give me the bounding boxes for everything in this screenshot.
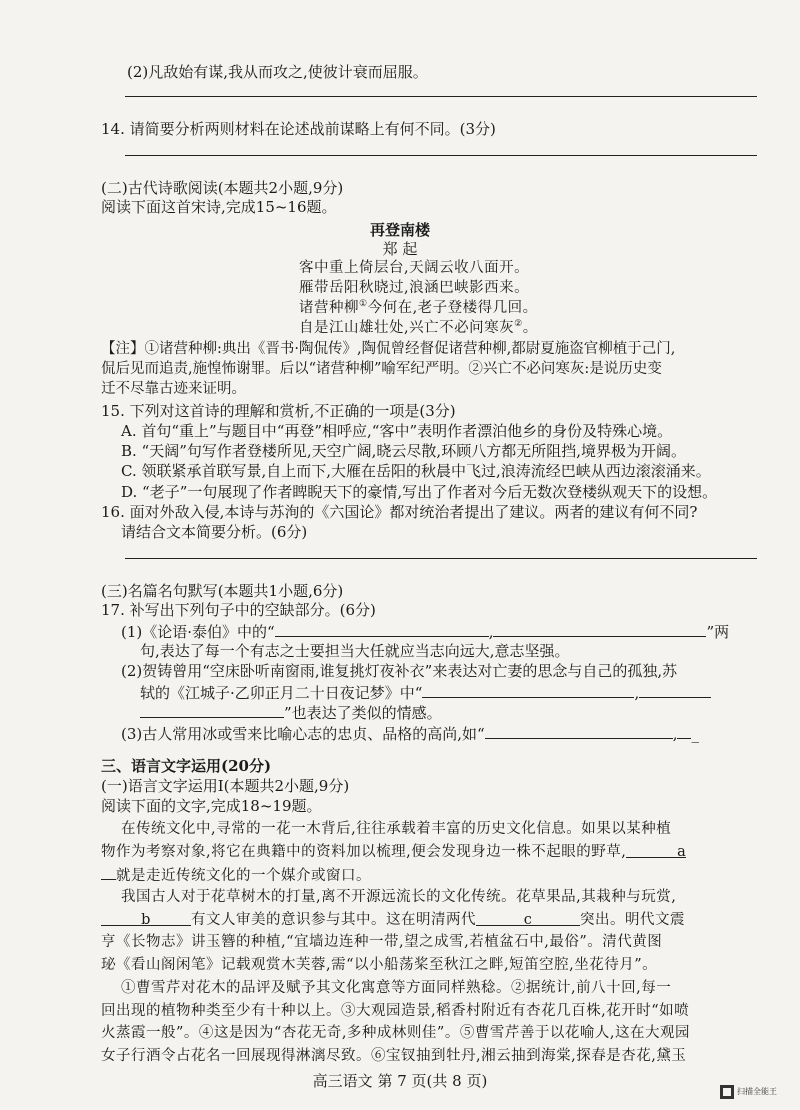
poem-line-4-text-b: 。 (522, 320, 538, 336)
comma: , (672, 725, 678, 743)
answer-line (125, 96, 757, 97)
blank-b-label: b (141, 912, 151, 928)
answer-line (125, 155, 757, 156)
q17-part2-text-b: 轼的《江城子·乙卯正月二十日夜记梦》中“ (140, 684, 423, 702)
q17-part3-text-c: _ (691, 725, 699, 743)
section3-title: (三)名篇名句默写(本题共1小题,6分) (101, 582, 344, 600)
comma: , (488, 623, 494, 641)
note-line-3: 迁不尽靠古迹来证明。 (101, 381, 246, 397)
note-line-1: 【注】①诸营种柳:典出《晋书·陶侃传》,陶侃曾经督促诸营种柳,都尉夏施盗官柳植于己门, (101, 341, 676, 357)
footnote-marker-2: ② (514, 319, 523, 330)
blank-b[interactable] (101, 910, 191, 926)
q17-part2-line-2 (140, 682, 711, 703)
q17-part3-text-a: (3)古人常用冰或雪来比喻心志的忠贞、品格的高尚,如“ (121, 725, 485, 743)
q14-stem: 14. 请简要分析两则材料在论述战前谋略上有何不同。(3分) (101, 120, 496, 138)
q15-option-a: A. 首句“重上”与题目中“再登”相呼应,“客中”表明作者漂泊他乡的身份及特殊心境。 (121, 422, 673, 440)
scanner-watermark (720, 1083, 790, 1101)
q17-part1 (121, 621, 729, 642)
q17-part2-text-d: ”也表达了类似的情感。 (284, 704, 442, 722)
passage-p3-line-1: ①曹雪芹对花木的品评及赋予其文化寓意等方面同样熟稔。②据统计,前八十回,每一 (121, 980, 672, 996)
q17-stem: 17. 补写出下列句子中的空缺部分。(6分) (101, 601, 376, 619)
blank-a-cont (101, 864, 116, 880)
blank-c[interactable] (476, 910, 580, 926)
part3-subtitle: (一)语言文字运用Ⅰ(本题共2小题,9分) (101, 777, 350, 795)
q17-part1-cont: 句,表达了每一个有志之士要担当大任就应当志向远大,意志坚强。 (140, 642, 570, 660)
q17-part3 (121, 723, 699, 744)
q15-stem: 15. 下列对这首诗的理解和赏析,不正确的一项是(3分) (101, 402, 456, 420)
qr-code-icon (720, 1085, 734, 1099)
q16-stem-line-2: 请结合文本简要分析。(6分) (121, 523, 308, 541)
q15-option-c: C. 领联紧承首联写景,自上而下,大雁在岳阳的秋晨中飞过,浪涛流经巴峡从西边滚滚涌来。 (121, 462, 711, 480)
poem-title: 再登南楼 (369, 221, 430, 239)
passage-p2-line-4: 珌《看山阁闲笔》记载观赏木芙蓉,需“以小船荡桨至秋江之畔,短笛空腔,坐花待月”。 (101, 957, 658, 973)
part3-title: 三、语言文字运用(20分) (101, 757, 272, 775)
q15-option-b: B. “天阔”句写作者登楼所见,天空广阔,晓云尽散,环顾八方都无所阻挡,境界极为开阔。 (121, 442, 686, 460)
blank-field[interactable] (493, 621, 706, 637)
poem-line-2: 雁带岳阳秋晓过,浪涵巴峡影西来。 (299, 280, 530, 296)
passage-p1-line-1: 在传统文化中,寻常的一花一木背后,往往承载着丰富的历史文化信息。如果以某种植 (121, 821, 672, 837)
blank-field[interactable] (422, 682, 634, 698)
passage-p1-line-3-text: 就是走近传统文化的一个媒介或窗口。 (116, 868, 371, 884)
passage-p1-line-2 (101, 842, 686, 862)
section2-title: (二)古代诗歌阅读(本题共2小题,9分) (101, 179, 344, 197)
blank-a[interactable] (626, 842, 686, 858)
passage-p3-line-2: 回出现的植物种类至少有十种以上。③大观园造景,稻香村附近有杏花几百株,花开时“如喷 (101, 1003, 690, 1019)
passage-p3-line-4: 女子行酒令占花名一回展现得淋漓尽致。⑥宝钗抽到牡丹,湘云抽到海棠,探春是杏花,黛玉 (101, 1048, 687, 1064)
passage-p2-line-2-text-b: 有文人审美的意识参与其中。这在明清两代 (191, 912, 476, 928)
poem-line-4 (299, 318, 538, 338)
passage-p1-line-2-text: 物作为考察对象,将它在典籍中的资料加以梳理,便会发现身边一株不起眼的野草, (101, 844, 627, 860)
scanner-label: 扫描全能王 (737, 1087, 777, 1096)
passage-p2-line-2-text-d: 突出。明代文震 (580, 912, 685, 928)
q16-stem-line-1: 16. 面对外敌入侵,本诗与苏洵的《六国论》都对统治者提出了建议。两者的建议有何不同? (101, 503, 698, 521)
q13-part2: (2)凡敌始有谋,我从而攻之,使彼计衰而屈服。 (127, 63, 428, 81)
q17-part1-text-a: (1)《论语·泰伯》中的“ (121, 623, 275, 641)
q17-part2-line-1: (2)贺铸曾用“空床卧听南窗雨,谁复挑灯夜补衣”来表达对亡妻的思念与自己的孤独,苏 (121, 662, 678, 680)
blank-a-label: a (677, 844, 687, 860)
passage-p1-line-3 (101, 864, 371, 886)
passage-p3-line-3: 火蒸霞一般”。④这是因为“杏花无奇,多种成林则佳”。⑤曹雪芹善于以花喻人,这在大观园 (101, 1025, 690, 1041)
poem-line-4-text-a: 自是江山雄壮处,兴亡不必问寒灰 (299, 320, 515, 336)
blank-field[interactable] (639, 682, 711, 698)
poem-line-3-text-b: 今何在,老子登楼得几回。 (367, 300, 538, 316)
blank-field[interactable] (485, 723, 673, 739)
poem-author: 郑 起 (382, 240, 418, 258)
q15-option-d: D. “老子”一句展现了作者睥睨天下的豪情,写出了作者对今后无数次登楼纵观天下的设想。 (121, 483, 718, 501)
poem-line-1: 客中重上倚层台,天阔云收八面开。 (299, 260, 530, 276)
comma: , (634, 684, 640, 702)
passage-p2-line-1: 我国古人对于花草树木的打量,离不开源远流长的文化传统。花草果品,其栽种与玩赏, (121, 889, 677, 905)
footnote-marker-1: ① (359, 299, 368, 310)
blank-field[interactable] (275, 621, 489, 637)
q17-part2-line-3 (140, 702, 442, 723)
blank-c-label: c (523, 912, 533, 928)
passage-p2-line-3: 亨《长物志》讲玉簪的种植,“宜墙边连种一带,望之成雪,若植盆石中,最俗”。清代黄图 (101, 934, 663, 950)
blank-field[interactable] (677, 723, 691, 739)
part3-intro: 阅读下面的文字,完成18~19题。 (101, 797, 322, 815)
q17-part1-text-c: ”两 (706, 623, 730, 641)
poem-line-3-text-a: 诸营种柳 (299, 300, 359, 316)
page-footer: 高三语文 第 7 页(共 8 页) (312, 1072, 488, 1090)
passage-p2-line-2 (101, 910, 685, 930)
answer-line (125, 558, 757, 559)
note-line-2: 侃后见而追责,施惶怖谢罪。后以“诸营种柳”喻军纪严明。②兴亡不必问寒灰:是说历史变 (101, 361, 662, 377)
section2-intro: 阅读下面这首宋诗,完成15~16题。 (101, 198, 337, 216)
poem-line-3 (299, 298, 538, 318)
blank-field[interactable] (140, 702, 284, 718)
